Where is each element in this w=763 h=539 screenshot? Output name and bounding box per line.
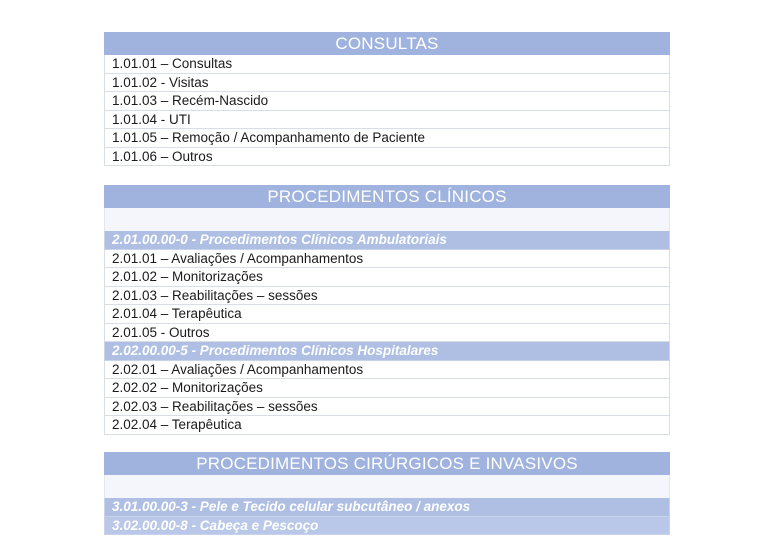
list-item: 2.02.03 – Reabilitações – sessões: [104, 398, 670, 417]
clinicos-header: PROCEDIMENTOS CLÍNICOS: [104, 185, 670, 208]
consultas-header: CONSULTAS: [104, 32, 670, 55]
list-item: 2.01.02 – Monitorizações: [104, 268, 670, 287]
list-item: 2.01.05 - Outros: [104, 324, 670, 343]
consultas-section: [104, 32, 670, 166]
clinicos-section: [104, 185, 670, 435]
section-spacer: [104, 475, 670, 498]
group-row-ambulatoriais: 2.01.00.00-0 - Procedimentos Clínicos Ambulatoriais: [104, 231, 670, 250]
list-item: 2.01.01 – Avaliações / Acompanhamentos: [104, 250, 670, 269]
list-item: 2.01.03 – Reabilitações – sessões: [104, 287, 670, 306]
list-item: 1.01.04 - UTI: [104, 111, 670, 130]
list-item: 1.01.05 – Remoção / Acompanhamento de Paciente: [104, 129, 670, 148]
list-item: 2.02.04 – Terapêutica: [104, 416, 670, 435]
list-item: 1.01.03 – Recém-Nascido: [104, 92, 670, 111]
cirurgicos-header: PROCEDIMENTOS CIRÚRGICOS E INVASIVOS: [104, 452, 670, 475]
group-row-cabeca: 3.02.00.00-8 - Cabeça e Pescoço: [104, 517, 670, 536]
section-spacer: [104, 208, 670, 231]
group-row-pele: 3.01.00.00-3 - Pele e Tecido celular subcutâneo / anexos: [104, 498, 670, 517]
group-row-hospitalares: 2.02.00.00-5 - Procedimentos Clínicos Hospitalares: [104, 342, 670, 361]
list-item: 2.02.01 – Avaliações / Acompanhamentos: [104, 361, 670, 380]
cirurgicos-section: [104, 452, 670, 535]
list-item: 2.01.04 – Terapêutica: [104, 305, 670, 324]
list-item: 1.01.02 - Visitas: [104, 74, 670, 93]
list-item: 1.01.06 – Outros: [104, 148, 670, 167]
list-item: 2.02.02 – Monitorizações: [104, 379, 670, 398]
list-item: 1.01.01 – Consultas: [104, 55, 670, 74]
